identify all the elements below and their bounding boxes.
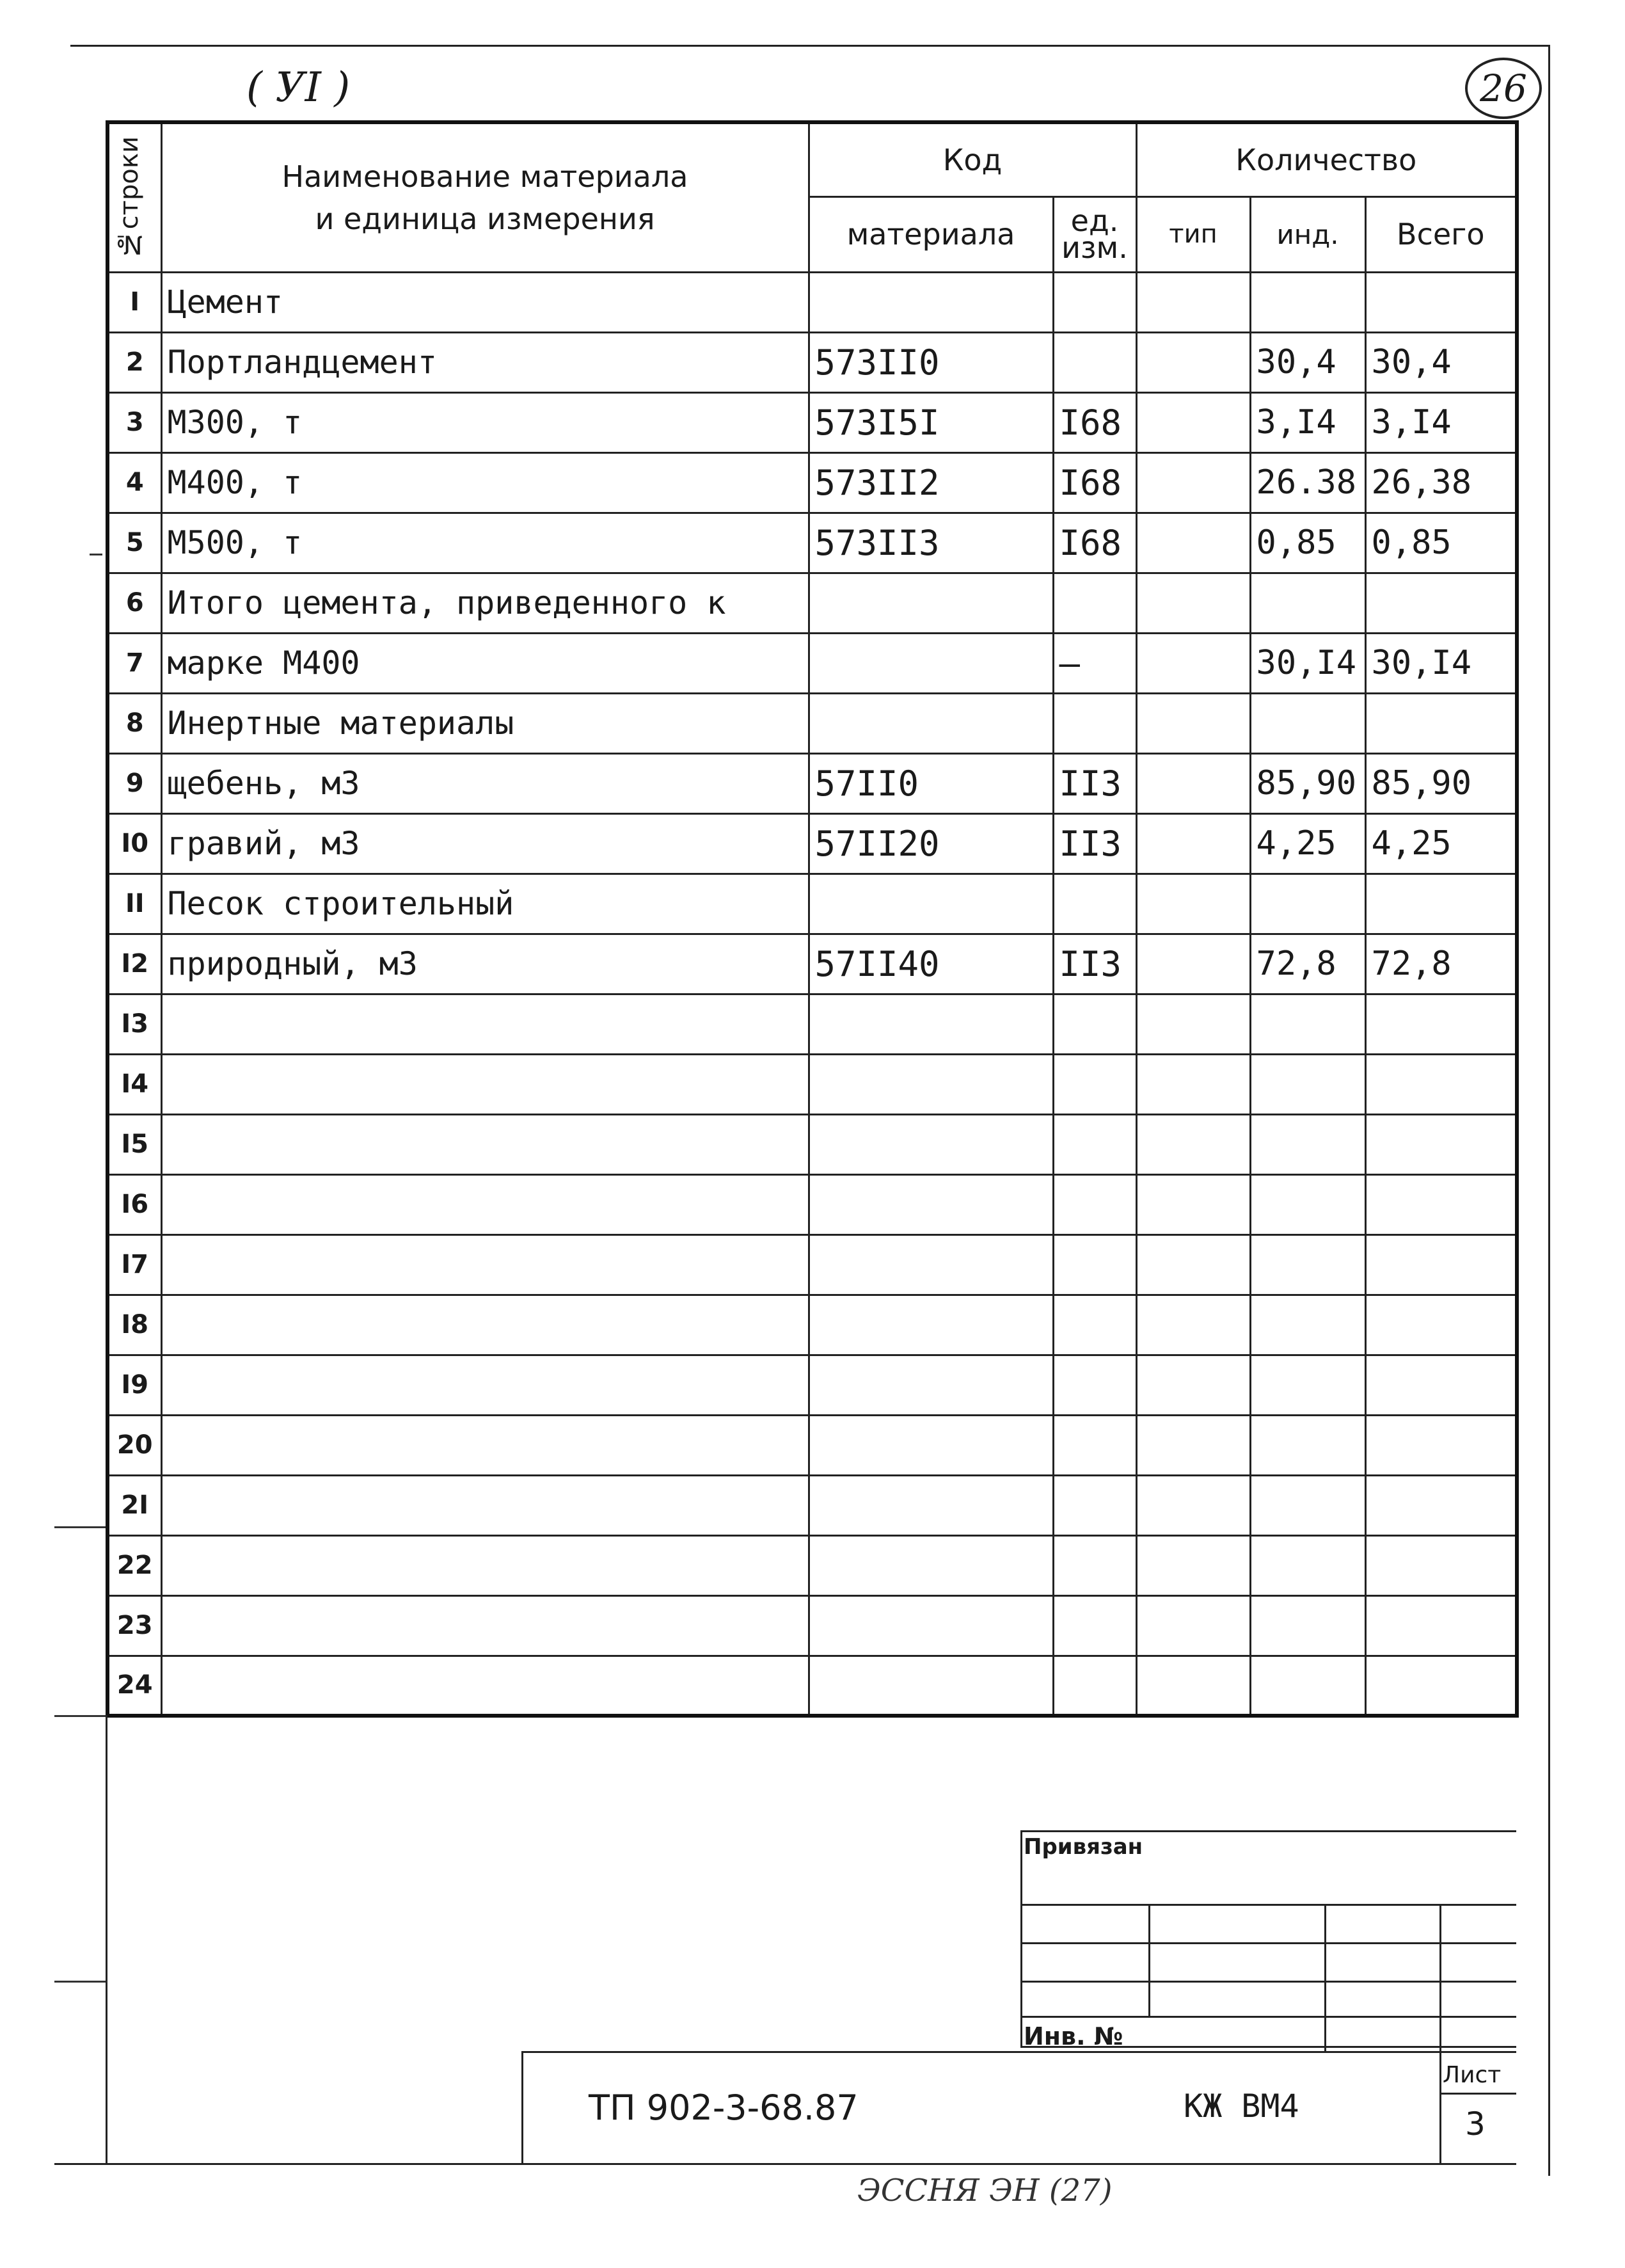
qty-ind: 72,8 [1250,934,1365,994]
qty-ind: 30,I4 [1250,633,1365,693]
sheet-mark-number: 26 [1480,67,1527,110]
material-code [809,874,1053,934]
stamp-line [1020,1904,1516,1906]
table-row [107,633,1517,693]
qty-total [1365,693,1517,753]
margin-tick [90,554,102,555]
sheet-number: 3 [1465,2105,1486,2143]
material-code [809,693,1053,753]
bound-label: Привязан [1024,1834,1143,1860]
table-row [107,813,1517,874]
material-name [161,1295,809,1355]
material-name: природный, м3 [161,934,809,994]
table-row [107,874,1517,934]
qty-type [1136,1114,1250,1174]
qty-type [1136,1595,1250,1656]
header-qty-ind: инд. [1250,196,1365,272]
material-name: щебень, м3 [161,753,809,813]
material-code: 573II2 [809,452,1053,513]
row-number: I9 [107,1355,161,1415]
table-row [107,1174,1517,1234]
unit-code [1053,1054,1136,1114]
table-row [107,1234,1517,1295]
qty-type [1136,753,1250,813]
qty-type [1136,874,1250,934]
row-number: I7 [107,1234,161,1295]
qty-ind [1250,994,1365,1054]
stamp-divider [1439,1904,1441,2051]
margin-tick [54,1981,106,1983]
material-name [161,1656,809,1716]
unit-code: I68 [1053,513,1136,573]
qty-total [1365,1054,1517,1114]
qty-total [1365,1355,1517,1415]
header-qty-total: Всего [1365,196,1517,272]
row-number: 5 [107,513,161,573]
material-name [161,1355,809,1415]
qty-ind [1250,1656,1365,1716]
material-name: М300, т [161,392,809,452]
unit-code [1053,1114,1136,1174]
table-row [107,392,1517,452]
row-number: 3 [107,392,161,452]
material-name: М400, т [161,452,809,513]
table-row [107,1295,1517,1355]
qty-type [1136,1415,1250,1475]
header-code-unit-line1: ед. [1070,204,1119,238]
qty-ind: 26.38 [1250,452,1365,513]
unit-code [1053,1174,1136,1234]
unit-code: II3 [1053,934,1136,994]
unit-code [1053,272,1136,332]
header-name-line2: и единица измерения [315,201,655,236]
row-number: 9 [107,753,161,813]
qty-total [1365,1475,1517,1535]
material-name [161,1415,809,1475]
header-code: Код [809,122,1136,196]
title-block-divider [1439,2051,1441,2163]
header-qty-type: тип [1136,196,1250,272]
row-number: 22 [107,1535,161,1595]
qty-ind [1250,1174,1365,1234]
header-name-line1: Наименование материала [281,159,688,194]
document-mark: КЖ ВМ4 [1184,2088,1299,2125]
unit-code [1053,1295,1136,1355]
margin-tick [54,1526,106,1528]
unit-code [1053,874,1136,934]
material-name [161,1114,809,1174]
qty-ind [1250,1535,1365,1595]
unit-code: I68 [1053,452,1136,513]
material-name [161,1234,809,1295]
qty-type [1136,392,1250,452]
qty-total [1365,1656,1517,1716]
material-code [809,1054,1053,1114]
bottom-border-line [54,2163,1516,2165]
stamp-line [1020,1981,1516,1983]
qty-type [1136,1656,1250,1716]
row-number: 4 [107,452,161,513]
qty-type [1136,1295,1250,1355]
table-row [107,513,1517,573]
material-code: 57II20 [809,813,1053,874]
row-number: I4 [107,1054,161,1114]
qty-type [1136,1475,1250,1535]
material-name [161,1535,809,1595]
unit-code [1053,332,1136,392]
material-name [161,1475,809,1535]
header-code-unit [1053,196,1136,272]
unit-code [1053,1415,1136,1475]
table-row [107,1475,1517,1535]
material-table [106,120,1519,1718]
row-number: 20 [107,1415,161,1475]
header-code-material: материала [809,196,1053,272]
qty-type [1136,1355,1250,1415]
qty-type [1136,813,1250,874]
row-number: II [107,874,161,934]
material-name: гравий, м3 [161,813,809,874]
table-row [107,1355,1517,1415]
qty-ind [1250,272,1365,332]
unit-code: II3 [1053,813,1136,874]
row-number: 23 [107,1595,161,1656]
top-border-line [70,45,1548,47]
row-number: I5 [107,1114,161,1174]
qty-total [1365,1535,1517,1595]
material-code [809,1174,1053,1234]
qty-total [1365,1234,1517,1295]
row-number: I3 [107,994,161,1054]
sheet-mark [1465,58,1542,119]
unit-code [1053,573,1136,633]
row-number: 2I [107,1475,161,1535]
table-row [107,452,1517,513]
stamp-divider [1148,1904,1150,2016]
qty-type [1136,332,1250,392]
header-row-number [107,122,161,272]
material-code: 57II40 [809,934,1053,994]
qty-total [1365,1114,1517,1174]
qty-total: 3,I4 [1365,392,1517,452]
inventory-label: Инв. № [1024,2022,1123,2050]
table-row [107,994,1517,1054]
qty-total [1365,874,1517,934]
qty-ind: 30,4 [1250,332,1365,392]
header-name [161,122,809,272]
row-number: I6 [107,1174,161,1234]
qty-type [1136,934,1250,994]
qty-ind: 3,I4 [1250,392,1365,452]
qty-type [1136,1234,1250,1295]
unit-code [1053,1656,1136,1716]
right-border-line [1548,45,1550,2176]
qty-type [1136,693,1250,753]
table-body [107,272,1517,1716]
qty-total: 72,8 [1365,934,1517,994]
qty-type [1136,633,1250,693]
footer-scrawl: ЭССНЯ ЭН (27) [857,2173,1113,2208]
qty-total [1365,1174,1517,1234]
qty-ind: 85,90 [1250,753,1365,813]
material-name: М500, т [161,513,809,573]
qty-type [1136,994,1250,1054]
table-row [107,1114,1517,1174]
qty-ind [1250,1234,1365,1295]
row-number: I [107,272,161,332]
material-code: 573II3 [809,513,1053,573]
qty-total [1365,994,1517,1054]
material-code [809,573,1053,633]
qty-type [1136,272,1250,332]
qty-total: 30,4 [1365,332,1517,392]
qty-total [1365,1595,1517,1656]
qty-ind [1250,1295,1365,1355]
qty-ind [1250,1054,1365,1114]
material-code [809,1234,1053,1295]
material-code: 573II0 [809,332,1053,392]
qty-total [1365,272,1517,332]
qty-type [1136,452,1250,513]
qty-total: 30,I4 [1365,633,1517,693]
material-name: Портландцемент [161,332,809,392]
qty-total: 85,90 [1365,753,1517,813]
qty-ind [1250,1415,1365,1475]
sheet-label: Лист [1443,2062,1502,2088]
header-row-number-label: №строки [115,136,144,259]
material-code [809,633,1053,693]
qty-total [1365,573,1517,633]
table-row [107,272,1517,332]
table-row [107,1595,1517,1656]
material-name [161,1174,809,1234]
stamp-line [1020,2016,1516,2018]
qty-ind: 0,85 [1250,513,1365,573]
unit-code [1053,1475,1136,1535]
table-row [107,1054,1517,1114]
row-number: 2 [107,332,161,392]
material-code [809,994,1053,1054]
material-code: 57II0 [809,753,1053,813]
material-name [161,1054,809,1114]
title-block-line [1439,2093,1516,2095]
binding-stamp [1020,1830,1516,2048]
unit-code [1053,1355,1136,1415]
row-number: I2 [107,934,161,994]
section-mark: ( УI ) [246,64,351,111]
header-code-unit-line2: изм. [1061,230,1128,265]
table-row [107,693,1517,753]
qty-ind [1250,693,1365,753]
qty-ind [1250,573,1365,633]
table-row [107,753,1517,813]
table-row [107,934,1517,994]
qty-type [1136,1174,1250,1234]
row-number: 7 [107,633,161,693]
material-name [161,1595,809,1656]
row-number: 24 [107,1656,161,1716]
material-name: Итого цемента, приведенного к [161,573,809,633]
qty-total: 26,38 [1365,452,1517,513]
material-code [809,1415,1053,1475]
table-row [107,573,1517,633]
qty-total: 4,25 [1365,813,1517,874]
material-code [809,1114,1053,1174]
material-code: 573I5I [809,392,1053,452]
material-code [809,1535,1053,1595]
table-row [107,1656,1517,1716]
material-name: Песок строительный [161,874,809,934]
material-code [809,1355,1053,1415]
qty-type [1136,1535,1250,1595]
material-code [809,272,1053,332]
material-name [161,994,809,1054]
qty-type [1136,1054,1250,1114]
material-name: Инертные материалы [161,693,809,753]
unit-code: – [1053,633,1136,693]
unit-code [1053,1234,1136,1295]
qty-total [1365,1415,1517,1475]
material-code [809,1656,1053,1716]
unit-code [1053,1595,1136,1656]
unit-code [1053,693,1136,753]
table-row [107,1535,1517,1595]
row-number: 6 [107,573,161,633]
qty-ind [1250,1114,1365,1174]
table-row [107,1415,1517,1475]
margin-tick [54,1715,106,1717]
material-code [809,1475,1053,1535]
qty-ind [1250,1595,1365,1656]
material-code [809,1295,1053,1355]
stamp-line [1020,1942,1516,1944]
material-name: Цемент [161,272,809,332]
qty-type [1136,573,1250,633]
table-row [107,332,1517,392]
row-number: 8 [107,693,161,753]
document-code: ТП 902-3-68.87 [589,2088,859,2128]
qty-ind [1250,1355,1365,1415]
qty-ind [1250,1475,1365,1535]
unit-code [1053,1535,1136,1595]
unit-code: I68 [1053,392,1136,452]
unit-code [1053,994,1136,1054]
row-number: I8 [107,1295,161,1355]
material-name: марке М400 [161,633,809,693]
unit-code: II3 [1053,753,1136,813]
material-code [809,1595,1053,1656]
qty-total: 0,85 [1365,513,1517,573]
stamp-divider [1324,1904,1326,2051]
header-quantity: Количество [1136,122,1517,196]
qty-ind: 4,25 [1250,813,1365,874]
qty-ind [1250,874,1365,934]
qty-total [1365,1295,1517,1355]
qty-type [1136,513,1250,573]
row-number: I0 [107,813,161,874]
